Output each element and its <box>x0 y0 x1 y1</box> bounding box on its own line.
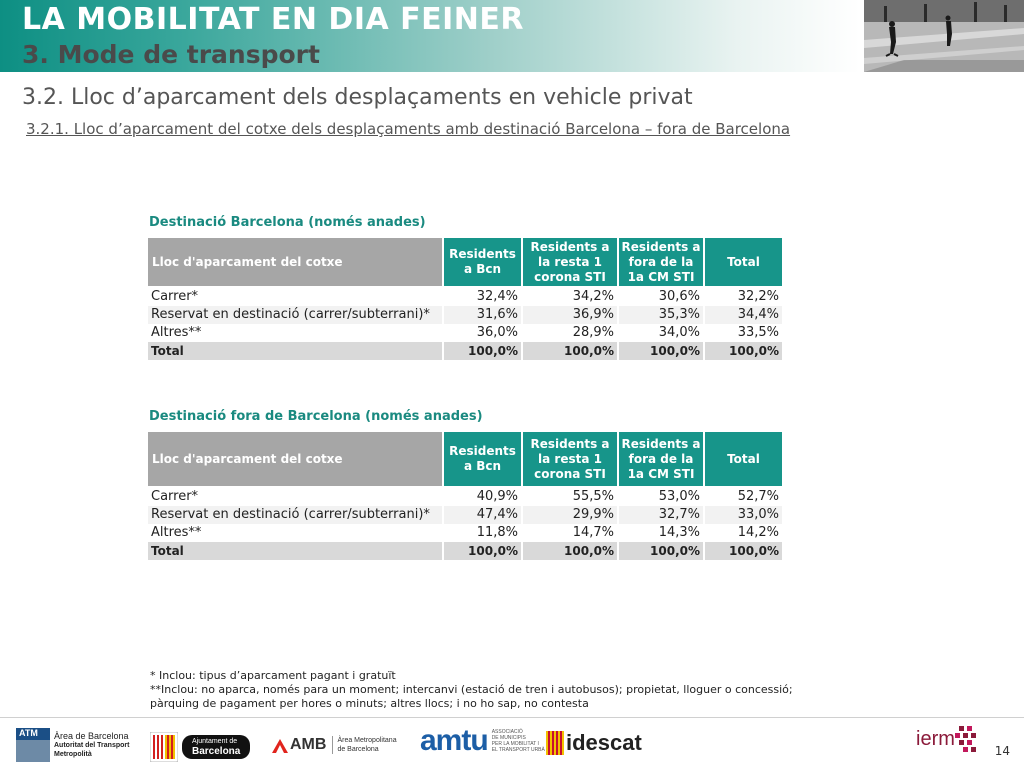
table-cell: 100,0% <box>523 342 617 360</box>
table-cell: 11,8% <box>444 524 521 542</box>
table-cell: 32,7% <box>619 506 703 524</box>
column-header: Residents a la resta 1 corona STI <box>523 238 617 286</box>
table-row <box>148 288 782 306</box>
subsection-title: 3.2.1. Lloc d’aparcament del cotxe dels desplaçaments amb destinació Barcelona – fora de Barcelona <box>26 120 791 138</box>
table-cell: 32,2% <box>705 288 782 306</box>
amb-logo-text: Àrea Metropolitana <box>337 737 397 744</box>
table-total-row <box>148 542 782 560</box>
table-block-barcelona <box>148 214 788 360</box>
iermb-pixel-icon <box>955 724 979 754</box>
row-label: Altres** <box>148 524 442 542</box>
table-cell: 34,0% <box>619 324 703 342</box>
table-cell: 35,3% <box>619 306 703 324</box>
row-label: Altres** <box>148 324 442 342</box>
table-header-row <box>148 238 782 286</box>
table-cell: 100,0% <box>619 342 703 360</box>
ajuntament-logo <box>150 732 250 762</box>
page-title: LA MOBILITAT EN DIA FEINER <box>22 2 524 37</box>
footnotes <box>150 669 850 711</box>
table-total-row <box>148 342 782 360</box>
header-photo <box>864 0 1024 72</box>
table-cell: 29,9% <box>523 506 617 524</box>
footer-divider <box>0 717 1024 718</box>
ajuntament-logo-text: Ajuntament de Barcelona <box>182 735 250 759</box>
row-label: Reservat en destinació (carrer/subterrani)* <box>148 506 442 524</box>
iermb-logo-mark: ierm <box>916 727 955 750</box>
amb-chevron-icon <box>272 737 288 753</box>
table-cell: 55,5% <box>523 488 617 506</box>
row-label: Carrer* <box>148 288 442 306</box>
section-title: 3.2. Lloc d’aparcament dels desplaçaments en vehicle privat <box>22 85 693 110</box>
table-cell: 100,0% <box>523 542 617 560</box>
column-header: Residents a fora de la 1a CM STI <box>619 238 703 286</box>
table-cell: 100,0% <box>444 342 521 360</box>
ajuntament-shield-icon <box>150 732 178 762</box>
street-photo-image <box>864 0 1024 72</box>
table-cell: 33,5% <box>705 324 782 342</box>
footnote: **Inclou: no aparca, només para un moment; intercanvi (estació de tren i autobusos); propietat, lloguer o concessió; <box>150 683 793 696</box>
table-cell: 32,4% <box>444 288 521 306</box>
table-block-outside-barcelona <box>148 408 788 560</box>
table-caption: Destinació Barcelona (només anades) <box>149 215 426 230</box>
table-cell: 34,2% <box>523 288 617 306</box>
column-header: Total <box>705 432 782 486</box>
row-label: Total <box>148 542 442 560</box>
page-subtitle: 3. Mode de transport <box>22 40 320 69</box>
table-cell: 36,9% <box>523 306 617 324</box>
idescat-logo <box>546 730 642 756</box>
amb-logo-mark: AMB <box>290 736 327 753</box>
table-row <box>148 524 782 542</box>
header-band <box>0 0 1024 72</box>
column-header: Residents a fora de la 1a CM STI <box>619 432 703 486</box>
table-cell: 100,0% <box>619 542 703 560</box>
column-header: Residents a Bcn <box>444 238 521 286</box>
table-cell: 53,0% <box>619 488 703 506</box>
table-row <box>148 488 782 506</box>
column-header: Residents a Bcn <box>444 432 521 486</box>
amtu-logo-text: ASSOCIACIÓ <box>491 729 523 735</box>
row-header-cell: Lloc d'aparcament del cotxe <box>148 238 442 286</box>
table-cell: 100,0% <box>444 542 521 560</box>
table-row <box>148 324 782 342</box>
footnote: pàrquing de pagament per hores o minuts; altres llocs; i no ho sap, no contesta <box>150 697 589 710</box>
table-cell: 34,4% <box>705 306 782 324</box>
table-cell: 14,3% <box>619 524 703 542</box>
idescat-logo-mark: idescat <box>566 730 642 755</box>
amtu-logo-mark: amtu <box>420 724 488 757</box>
table-row <box>148 506 782 524</box>
row-label: Reservat en destinació (carrer/subterrani)* <box>148 306 442 324</box>
amb-logo: AMB Àrea Metropolitana de Barcelona <box>272 736 397 754</box>
data-table <box>146 238 784 360</box>
table-cell: 40,9% <box>444 488 521 506</box>
footer <box>0 720 1024 768</box>
table-header-row <box>148 432 782 486</box>
data-table <box>146 432 784 560</box>
iermb-logo <box>916 724 979 754</box>
atm-logo-mark: ATM <box>16 728 50 762</box>
amtu-logo: amtu ASSOCIACIÓ DE MUNICIPIS PER LA MOBILITAT I EL TRANSPORT URBÀ <box>420 724 545 757</box>
table-cell: 33,0% <box>705 506 782 524</box>
table-cell: 36,0% <box>444 324 521 342</box>
table-cell: 14,7% <box>523 524 617 542</box>
row-header-cell: Lloc d'aparcament del cotxe <box>148 432 442 486</box>
idescat-flag-icon <box>546 731 564 755</box>
atm-logo: ATM Àrea de Barcelona Autoritat del Transport Metropolità <box>16 728 129 762</box>
table-cell: 28,9% <box>523 324 617 342</box>
row-label: Carrer* <box>148 488 442 506</box>
atm-logo-text: Àrea de Barcelona <box>54 730 129 741</box>
table-cell: 31,6% <box>444 306 521 324</box>
table-cell: 30,6% <box>619 288 703 306</box>
table-cell: 100,0% <box>705 542 782 560</box>
page-number: 14 <box>994 744 1010 758</box>
table-cell: 100,0% <box>705 342 782 360</box>
table-caption: Destinació fora de Barcelona (només anades) <box>149 409 483 424</box>
footnote: * Inclou: tipus d’aparcament pagant i gratuït <box>150 669 396 682</box>
row-label: Total <box>148 342 442 360</box>
table-cell: 14,2% <box>705 524 782 542</box>
column-header: Total <box>705 238 782 286</box>
column-header: Residents a la resta 1 corona STI <box>523 432 617 486</box>
table-cell: 47,4% <box>444 506 521 524</box>
table-cell: 52,7% <box>705 488 782 506</box>
table-row <box>148 306 782 324</box>
